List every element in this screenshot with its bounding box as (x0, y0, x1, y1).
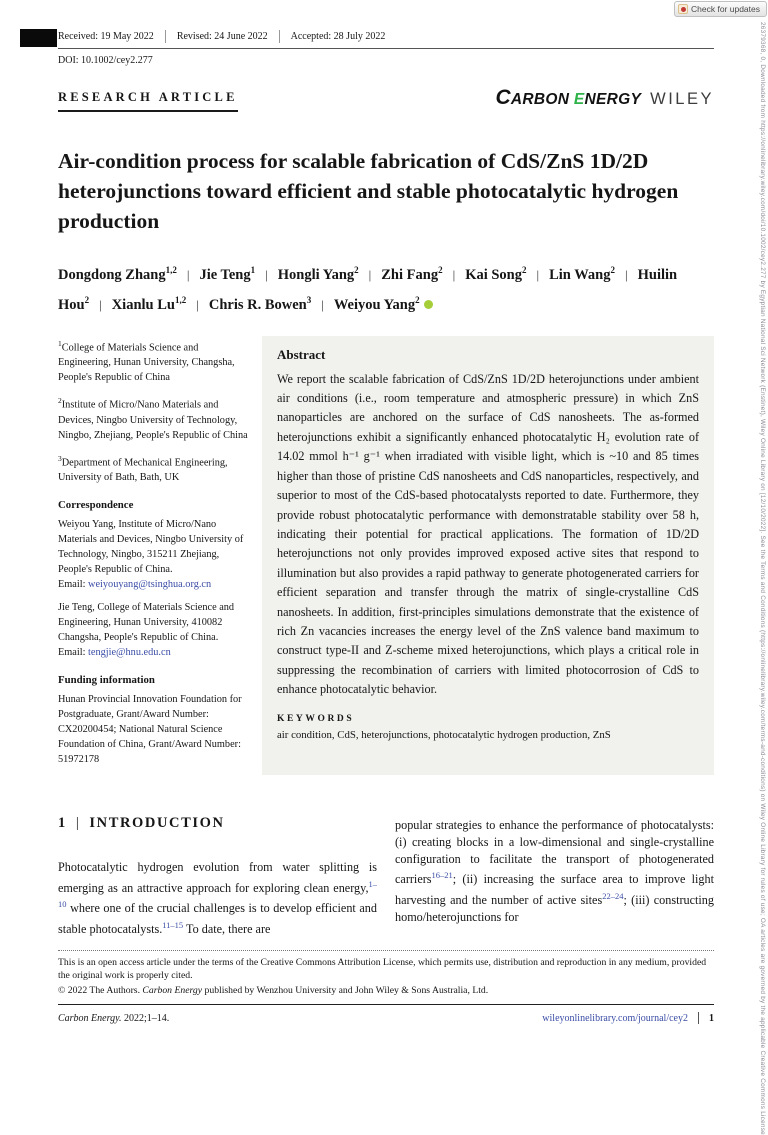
reference-link[interactable]: 16–21 (431, 870, 453, 881)
journal-logos (495, 86, 714, 112)
introduction-section (58, 815, 714, 938)
footer-right (542, 1012, 714, 1024)
intro-column-2 (395, 815, 714, 938)
accepted-date: Accepted: 28 July 2022 (290, 31, 386, 42)
author-name: Hongli Yang$^2$ (277, 265, 359, 283)
keywords-heading: KEYWORDS (277, 713, 355, 724)
intro-column-1 (58, 815, 377, 938)
license-footnote (58, 956, 714, 997)
keywords-text: air condition, CdS, heterojunctions, photocatalytic hydrogen production, ZnS (277, 728, 611, 741)
divider (165, 30, 166, 43)
author-name: Zhi Fang$^2$ (381, 265, 443, 283)
correspondence-entry: Jie Teng, College of Materials Science and Engineering, Hunan University, 410082 Changsha, People's Republic of China. Email: tengjie@hnu.edu.cn (58, 601, 235, 658)
received-date: Received: 19 May 2022 (58, 31, 154, 42)
page-number: 1 (709, 1012, 714, 1024)
divider (279, 30, 280, 43)
correspondence-entries (58, 517, 252, 660)
author-separator: | (536, 266, 540, 282)
footnote-divider (58, 950, 714, 951)
author-name: Xianlu Lu$^{1,2}$ (111, 294, 187, 313)
info-abstract-columns (58, 336, 714, 775)
email-link[interactable]: tengjie@hnu.edu.cn (88, 646, 171, 658)
reference-link[interactable]: 1–10 (58, 878, 377, 910)
introduction-heading: 1 | INTRODUCTION (58, 814, 225, 831)
paper-title: Air-condition process for scalable fabrication of CdS/ZnS 1D/2D heterojunctions toward efficient and stable photocatalytic hydrogen production (58, 149, 679, 233)
page-footer (58, 1012, 714, 1024)
wiley-logo: WILEY (650, 90, 714, 108)
page-content (58, 30, 714, 1024)
orcid-icon[interactable] (424, 300, 433, 309)
affiliation: $^2$Institute of Micro/Nano Materials and Devices, Ningbo University of Technology, Ningbo, Zhejiang, People's Republic of China (58, 396, 248, 441)
correspondence-entry: Weiyou Yang, Institute of Micro/Nano Materials and Devices, Ningbo University of Technology, Ningbo, 315211 Zhejiang, People's Republic of China. Email: weiyouyang@tsinghua.org.cn (58, 518, 244, 590)
reference-link[interactable]: 22–24 (602, 891, 624, 902)
article-type-label: RESEARCH ARTICLE (58, 90, 238, 112)
intro-paragraph-2: popular strategies to enhance the performance of photocatalysts: (i) creating blocks in a low-dimensional and single-crystalline configuration to facilitate the transport of photogenerated carriers$^{16-21}$; (ii) increasing the surface area to improve light harvesting and the number of active sites$^{22-24}$; (iii) constructing homo/heterojunctions for (395, 817, 714, 925)
crossmark-icon (678, 4, 688, 14)
author-separator: | (186, 266, 190, 282)
affiliation: $^1$College of Materials Science and Engineering, Hunan University, Changsha, People's Republic of China (58, 338, 235, 384)
author-separator: | (321, 296, 324, 312)
author-separator: | (625, 266, 628, 282)
funding-heading: Funding information (58, 673, 155, 686)
article-type-row (58, 86, 714, 112)
author-name: Jie Teng$^1$ (199, 265, 256, 283)
left-info-column (58, 336, 252, 775)
copyright-line: © 2022 The Authors. Carbon Energy published by Wenzhou University and John Wiley & Sons Australia, Ltd. (58, 985, 489, 997)
authors-line (58, 258, 714, 318)
author-separator: | (265, 266, 268, 282)
download-disclaimer-vertical: 26379368, 0, Downloaded from https://onlinelibrary.wiley.com/doi/10.1002/cey2.277 by Egyptian National Sci Network (Enstinet), Wiley Online Library on [12/10/2022]. See the Terms and Conditions (https://onlinelibrary.wiley.com/terms-and-conditions) on Wiley Online Library for rules of use; OA articles are governed by the applicable Creative Commons License (759, 22, 766, 1135)
affiliations (58, 336, 252, 485)
open-access-statement: This is an open access article under the terms of the Creative Commons Attribution License, which permits use, distribution and reproduction in any medium, provided the original work is properly cited. (58, 957, 707, 982)
email-link[interactable]: weiyouyang@tsinghua.org.cn (88, 578, 212, 590)
author-name: Lin Wang$^2$ (549, 265, 616, 283)
journal-link[interactable]: wileyonlinelibrary.com/journal/cey2 (542, 1012, 688, 1024)
carbon-energy-logo: CARBON ENERGY (495, 86, 642, 109)
author-name: Kai Song$^2$ (465, 265, 527, 283)
author-name: Huilin Hou$^2$ (58, 266, 678, 313)
doi: DOI: 10.1002/cey2.277 (58, 55, 153, 66)
correspondence-heading: Correspondence (58, 498, 134, 511)
funding-text: Hunan Provincial Innovation Foundation for Postgraduate, Grant/Award Number: CX20200454; National Natural Science Foundation of China, Grant/Award Number: 51972178 (58, 693, 242, 765)
citation: Carbon Energy. 2022;1–14. (58, 1012, 170, 1024)
author-separator: | (196, 296, 199, 312)
history-dates-row (58, 30, 714, 49)
author-name: Weiyou Yang$^2$ (333, 294, 420, 313)
affiliation: $^3$Department of Mechanical Engineering, University of Bath, Bath, UK (58, 453, 228, 483)
author-separator: | (368, 266, 372, 282)
author-name: Dongdong Zhang$^{1,2}$ (58, 265, 177, 283)
revised-date: Revised: 24 June 2022 (176, 31, 268, 42)
abstract-box (262, 336, 714, 775)
intro-paragraph-1: Photocatalytic hydrogen evolution from water splitting is emerging as an attractive approach for exploring clean energy,$^{1-10}$ where one of the crucial challenges is to develop efficient and stable photocatalysts.$^{11-15}$ To date, there are (58, 859, 377, 937)
reference-link[interactable]: 11–15 (162, 920, 184, 931)
abstract-heading: Abstract (277, 346, 326, 362)
scan-artifact (20, 29, 57, 47)
check-for-updates-button[interactable] (674, 1, 767, 17)
abstract-text: We report the scalable fabrication of CdS/ZnS 1D/2D heterojunctions under ambient air conditions (i.e., room temperature and atmospheric pressure) in which ZnS nanoparticles are anchored on the surface of CdS nanosheets. The as-formed heterojunctions exhibit a significantly enhanced photocatalytic H₂ evolution rate of 14.02 mmol h⁻¹ g⁻¹ when irradiated with visible light, which is ~10 and 85 times higher than those of pristine CdS nanosheets and CdS nanoparticles, respectively, and superior to most of the CdS-based photocatalysts reported to date. Furthermore, they provide robust photocatalytic performance with demonstratable stability over 58 h, indicating their potential for practical applications. The formation of 1D/2D heterojunctions not only provides improved exposed active sites that respond to illumination but also provides a rapid pathway to generate photogenerated carriers for efficient separation and transfer through the matrix of single-crystalline CdS nanosheets. In addition, first-principles simulations demonstrate that the existence of rich Zn vacancies increases the energy level of the ZnS valence band maximum to construct type-II and Z-scheme mixed heterojunctions, which plays a critical role in suppressing the recombination of carriers with limited photocorrosion of CdS to enhance photocatalytic behavior. (277, 371, 699, 697)
author-name: Chris R. Bowen$^3$ (208, 294, 312, 313)
author-separator: | (99, 296, 102, 312)
check-for-updates-label: Check for updates (691, 4, 760, 14)
divider (698, 1012, 699, 1024)
footer-divider (58, 1004, 714, 1005)
author-separator: | (452, 266, 456, 282)
